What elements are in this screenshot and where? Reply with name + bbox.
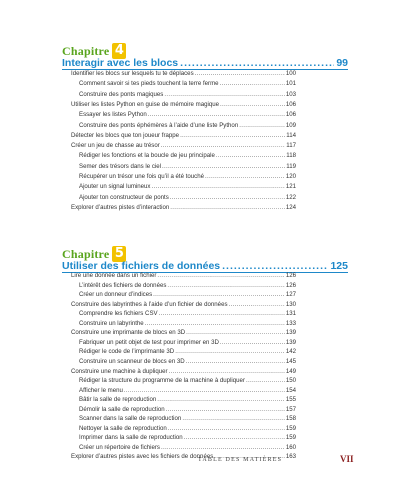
toc-entry-page: 163 <box>285 453 296 461</box>
toc-entry <box>79 281 296 290</box>
leader-dots <box>157 395 285 404</box>
toc-entry-title: Récupérer un trésor une fois qu’il a été touché <box>79 173 204 180</box>
leader-dots <box>175 347 285 356</box>
leader-dots <box>246 376 285 385</box>
toc-entry-title: Fabriquer un petit objet de test pour imprimer en 3D <box>79 338 219 346</box>
toc-entry-title: Scanner dans la salle de reproduction <box>79 415 182 423</box>
toc-entry-page: 127 <box>285 291 296 299</box>
leader-dots <box>220 100 285 109</box>
toc-entry <box>79 424 296 433</box>
chapter-label: Chapitre <box>62 246 110 261</box>
chapter-number-badge: 4 <box>112 43 126 59</box>
toc-entry-page: 100 <box>285 70 296 77</box>
toc-entry-title: Explorer d’autres pistes avec les fichiers de données <box>71 453 214 461</box>
chapter-number-badge: 5 <box>112 246 126 262</box>
toc-entry-title: Comprendre les fichiers CSV <box>79 310 158 318</box>
toc-entry-title: L’intérêt des fichiers de données <box>79 281 167 289</box>
leader-dots <box>186 328 285 337</box>
toc-entry-title: Identifier les blocs sur lesquels tu te déplaces <box>71 70 194 77</box>
toc-entry-page: 130 <box>285 300 296 308</box>
toc-entry <box>71 100 296 109</box>
toc-entry <box>79 319 296 328</box>
leader-dots <box>220 79 285 88</box>
leader-dots <box>180 57 334 69</box>
toc-entry-page: 106 <box>285 111 296 119</box>
toc-entry-page: 159 <box>285 424 296 432</box>
toc-entry-title: Imprimer dans la salle de reproduction <box>79 434 183 442</box>
toc-entry-page: 106 <box>285 100 296 108</box>
leader-dots <box>180 131 285 140</box>
toc-entry-page: 101 <box>285 80 296 88</box>
toc-entry-title: Construire un labyrinthe <box>79 319 144 327</box>
toc-entry <box>79 376 296 385</box>
toc-entry <box>71 69 296 78</box>
toc-entry-page: 160 <box>285 443 296 451</box>
leader-dots <box>164 90 284 99</box>
toc-entry-page: 142 <box>285 348 296 356</box>
toc-entry <box>79 290 296 299</box>
leader-dots <box>157 271 284 280</box>
toc-entry-page: 124 <box>285 203 296 211</box>
leader-dots <box>170 193 285 202</box>
toc-entry-title: Ajouter ton constructeur de ponts <box>79 193 169 201</box>
toc-entry <box>79 110 296 119</box>
toc-entry <box>71 131 296 140</box>
leader-dots <box>153 290 285 299</box>
toc-entry-title: Rédiger la structure du programme de la machine à dupliquer <box>79 377 245 385</box>
leader-dots <box>169 367 285 376</box>
toc-entry-title: Rédiger le code de l’imprimante 3D <box>79 348 175 356</box>
toc-entry-page: 159 <box>285 434 296 442</box>
leader-dots <box>239 121 285 130</box>
leader-dots <box>161 141 286 150</box>
toc-entry-title: Détecter les blocs que ton joueur frappe <box>71 131 180 139</box>
leader-dots <box>170 203 285 212</box>
leader-dots <box>166 405 285 414</box>
toc-entry-title: Nettoyer la salle de reproduction <box>79 424 167 432</box>
leader-dots <box>229 300 285 309</box>
chapter-page-number: 99 <box>336 57 348 69</box>
toc-entry <box>79 309 296 318</box>
toc-entry <box>79 182 296 191</box>
leader-dots <box>216 151 285 160</box>
running-head: TABLE DES MATIÈRES <box>198 457 283 463</box>
toc-entry-title: Construire une imprimante de blocs en 3D <box>71 329 186 337</box>
leader-dots <box>145 319 285 328</box>
leader-dots <box>151 182 284 191</box>
toc-entry-title: Construire un scanneur de blocs en 3D <box>79 357 185 365</box>
chapter-title-text: Utiliser des fichiers de données <box>62 260 221 272</box>
toc-entry-page: 131 <box>285 310 296 318</box>
toc-entry-page: 154 <box>285 386 296 394</box>
toc-entry-page: 139 <box>285 338 296 346</box>
leader-dots <box>220 338 285 347</box>
toc-entry <box>79 433 296 442</box>
toc-entry-page: 158 <box>285 415 296 423</box>
toc-entry-title: Utiliser les listes Python en guise de mémoire magique <box>71 100 220 108</box>
toc-entry-title: Créer un donneur d’indices <box>79 291 153 299</box>
toc-entry-title: Démolir la salle de reproduction <box>79 405 165 413</box>
toc-entry <box>71 328 296 337</box>
toc-entry-title: Construire des ponts magiques <box>79 90 164 98</box>
toc-entry-title: Ajouter un signal lumineux <box>79 183 151 191</box>
toc-entry <box>71 300 296 309</box>
toc-entry <box>79 193 296 202</box>
toc-entry-page: 145 <box>285 357 296 365</box>
leader-dots <box>161 443 285 452</box>
toc-entry-page: 109 <box>285 121 296 129</box>
toc-entry <box>79 90 296 99</box>
toc-entry-page: 149 <box>285 367 296 375</box>
toc-entry-title: Rédiger les fonctions et la boucle de jeu principale <box>79 152 215 160</box>
leader-dots <box>186 357 285 366</box>
toc-entry-title: Construire une machine à dupliquer <box>71 367 168 375</box>
chapter-title-text: Interagir avec les blocs <box>62 57 179 69</box>
toc-entry-page: 118 <box>286 152 296 160</box>
leader-dots <box>195 69 285 78</box>
page-folio: VII <box>340 454 354 464</box>
chapter-label: Chapitre <box>62 43 110 58</box>
toc-entry <box>79 151 296 160</box>
toc-entry <box>79 414 296 423</box>
toc-entry <box>79 405 296 414</box>
toc-entry-title: Créer un répertoire de fichiers <box>79 443 160 451</box>
leader-dots <box>167 281 284 290</box>
toc-entry-page: 103 <box>285 90 296 98</box>
toc-entry-page: 117 <box>286 142 296 150</box>
toc-entry-page: 120 <box>285 173 296 180</box>
toc-entry-title: Construire des labyrinthes à l’aide d’un fichier de données <box>71 300 228 308</box>
toc-entry-title: Lire une donnée dans un fichier <box>71 272 157 279</box>
toc-entry-title: Explorer d’autres pistes d’interaction <box>71 203 170 211</box>
toc-entry-title: Construire des ponts éphémères à l’aide d’une liste Python <box>79 121 239 129</box>
toc-entry-page: 121 <box>285 183 296 191</box>
toc-entry-page: 114 <box>286 131 296 139</box>
leader-dots <box>162 162 285 171</box>
toc-entry-page: 139 <box>285 329 296 337</box>
leader-dots <box>159 309 285 318</box>
leader-dots <box>182 414 285 423</box>
toc-entry <box>79 121 296 130</box>
toc-entry <box>71 141 296 150</box>
leader-dots <box>168 424 285 433</box>
leader-dots <box>184 433 285 442</box>
toc-entry-title: Afficher le menu <box>79 386 123 394</box>
toc-entry-page: 126 <box>285 281 296 289</box>
toc-entry <box>79 338 296 347</box>
toc-entry <box>79 357 296 366</box>
chapter-4-title <box>62 57 348 69</box>
toc-entry-page: 119 <box>286 162 296 170</box>
toc-entry <box>79 162 296 171</box>
toc-entry <box>79 347 296 356</box>
toc-entry-title: Essayer les listes Python <box>79 111 147 119</box>
toc-entry-title: Comment savoir si tes pieds touchent la terre ferme <box>79 80 219 88</box>
toc-entry-page: 155 <box>285 396 296 404</box>
toc-entry <box>79 443 296 452</box>
leader-dots <box>205 172 285 181</box>
toc-entry <box>71 367 296 376</box>
toc-entry-page: 122 <box>285 193 296 201</box>
toc-entry-page: 133 <box>285 319 296 327</box>
toc-entry-page: 126 <box>285 272 296 279</box>
toc-entry <box>79 79 296 88</box>
toc-entry <box>79 386 296 395</box>
toc-entry-title: Bâtir la salle de reproduction <box>79 396 157 404</box>
toc-entry-title: Semer des trésors dans le ciel <box>79 162 161 170</box>
toc-entry <box>79 172 296 181</box>
leader-dots <box>124 386 285 395</box>
toc-entry <box>71 203 296 212</box>
toc-entry <box>79 395 296 404</box>
toc-entry-title: Créer un jeu de chasse au trésor <box>71 142 160 150</box>
toc-entry <box>71 271 296 280</box>
leader-dots <box>148 110 285 119</box>
chapter-page-number: 125 <box>330 260 348 272</box>
toc-entry-page: 157 <box>285 405 296 413</box>
toc-entry-page: 150 <box>285 377 296 385</box>
